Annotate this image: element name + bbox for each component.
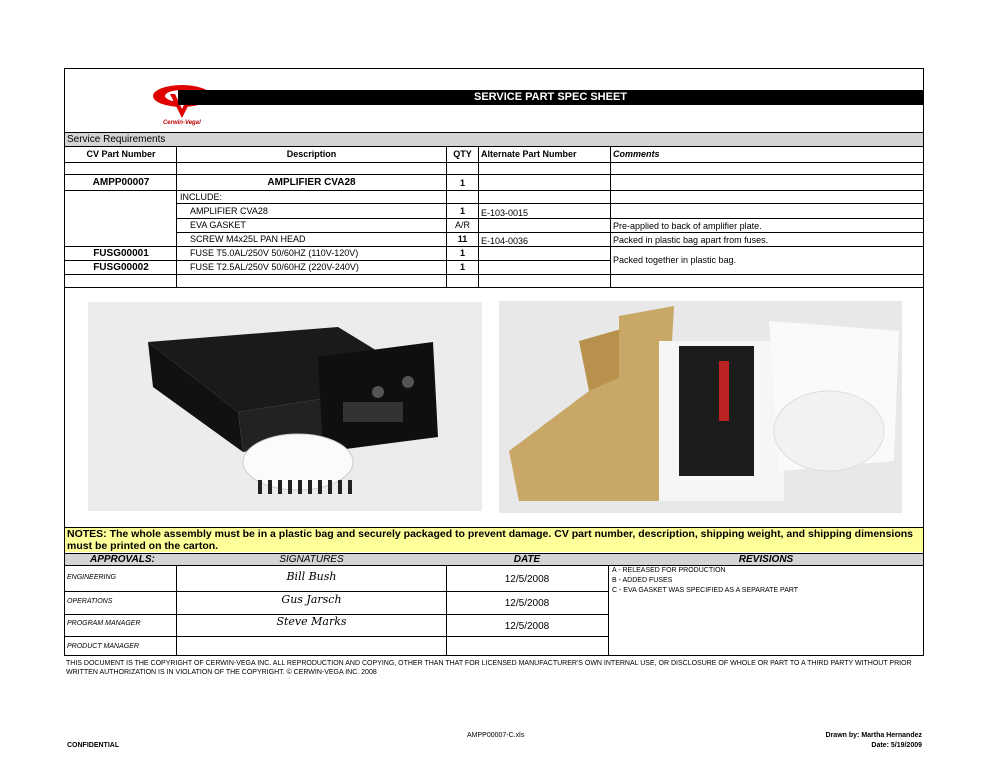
table-cell-qty: 11: [457, 234, 468, 244]
table-cell-qty: 1: [459, 262, 465, 272]
table-cell-description: AMPLIFIER CVA28: [267, 177, 356, 188]
table-cell-qty: A/R: [454, 220, 470, 230]
date-header: DATE: [513, 554, 541, 565]
signatures-header: SIGNATURES: [279, 554, 344, 565]
approval-role: ENGINEERING: [67, 574, 117, 581]
approval-signature: Bill Bush: [286, 570, 337, 583]
table-cell-qty: 1: [459, 178, 465, 188]
copyright-notice: THIS DOCUMENT IS THE COPYRIGHT OF CERWIN-VEGA INC. ALL REPRODUCTION AND COPYING, OTHER THAN THAT FOR LICENSED MANUFACTURER'S OWN INTERNAL USE, OR DISCLOSURE OF WHOLE OR PART TO A THIRD PARTY WITHOUT PRIOR WRITTEN AUTHORIZATION IS IN VIOLATION OF THE COPYRIGHT. © CERWIN-VEGA INC. 2008: [66, 660, 912, 676]
table-cell-description: EVA GASKET: [190, 220, 246, 230]
table-cell-description: AMPLIFIER CVA28: [190, 206, 268, 216]
amplifier-photo: [88, 302, 482, 511]
revisions-header: REVISIONS: [738, 554, 794, 565]
notes-text: NOTES: The whole assembly must be in a plastic bag and securely packaged to prevent damage. CV part number, description, shipping weight, and shipping dimensions must be printed on the carton.: [65, 528, 923, 552]
approval-signature: Steve Marks: [276, 615, 347, 628]
logo-caption: Cerwin-Vega!: [162, 120, 202, 126]
table-cell-alternate: E-104-0036: [481, 236, 529, 246]
col-header-description: Description: [286, 149, 337, 159]
col-header-alternate: Alternate Part Number: [481, 149, 577, 159]
revision-item: B - ADDED FUSES: [612, 577, 673, 584]
approval-role: PRODUCT MANAGER: [67, 643, 139, 650]
brand-logo: [140, 80, 224, 130]
file-name: AMPP00007-C.xls: [467, 732, 525, 739]
table-cell-description: FUSE T5.0AL/250V 50/60HZ (110V-120V): [190, 248, 359, 258]
col-header-part: CV Part Number: [86, 149, 156, 159]
approval-role: PROGRAM MANAGER: [67, 620, 141, 627]
table-cell-alternate: E-103-0015: [481, 208, 529, 218]
table-cell-qty: 1: [459, 206, 465, 216]
col-header-qty: QTY: [453, 149, 472, 159]
table-cell-comments: Packed together in plastic bag.: [613, 255, 737, 265]
table-cell-description: FUSE T2.5AL/250V 50/60HZ (220V-240V): [190, 262, 359, 272]
approval-role: OPERATIONS: [67, 598, 113, 605]
confidential-label: CONFIDENTIAL: [67, 742, 120, 749]
table-cell-part: AMPP00007: [92, 177, 150, 188]
table-cell-part: FUSG00001: [93, 248, 149, 259]
drawn-date: Date: 5/19/2009: [871, 742, 922, 749]
table-cell-description: INCLUDE:: [180, 192, 223, 202]
approval-date: 12/5/2008: [504, 598, 550, 609]
approvals-header: APPROVALS:: [90, 554, 155, 565]
table-cell-comments: Packed in plastic bag apart from fuses.: [613, 235, 769, 245]
revision-item: A - RELEASED FOR PRODUCTION: [612, 567, 726, 574]
approval-signature: Gus Jarsch: [281, 593, 342, 606]
packaging-photo: [499, 301, 902, 513]
table-cell-qty: 1: [459, 248, 465, 258]
table-cell-description: SCREW M4x25L PAN HEAD: [190, 234, 306, 244]
drawn-by: Drawn by: Martha Hernandez: [825, 732, 922, 739]
col-header-comments: Comments: [613, 149, 660, 159]
table-cell-part: FUSG00002: [93, 262, 149, 273]
approval-date: 12/5/2008: [504, 574, 550, 585]
section-label: Service Requirements: [65, 133, 923, 146]
approval-date: 12/5/2008: [504, 621, 550, 632]
page-title: SERVICE PART SPEC SHEET: [178, 90, 923, 105]
table-cell-comments: Pre-applied to back of amplifier plate.: [613, 221, 762, 231]
revision-item: C - EVA GASKET WAS SPECIFIED AS A SEPARATE PART: [612, 587, 799, 594]
